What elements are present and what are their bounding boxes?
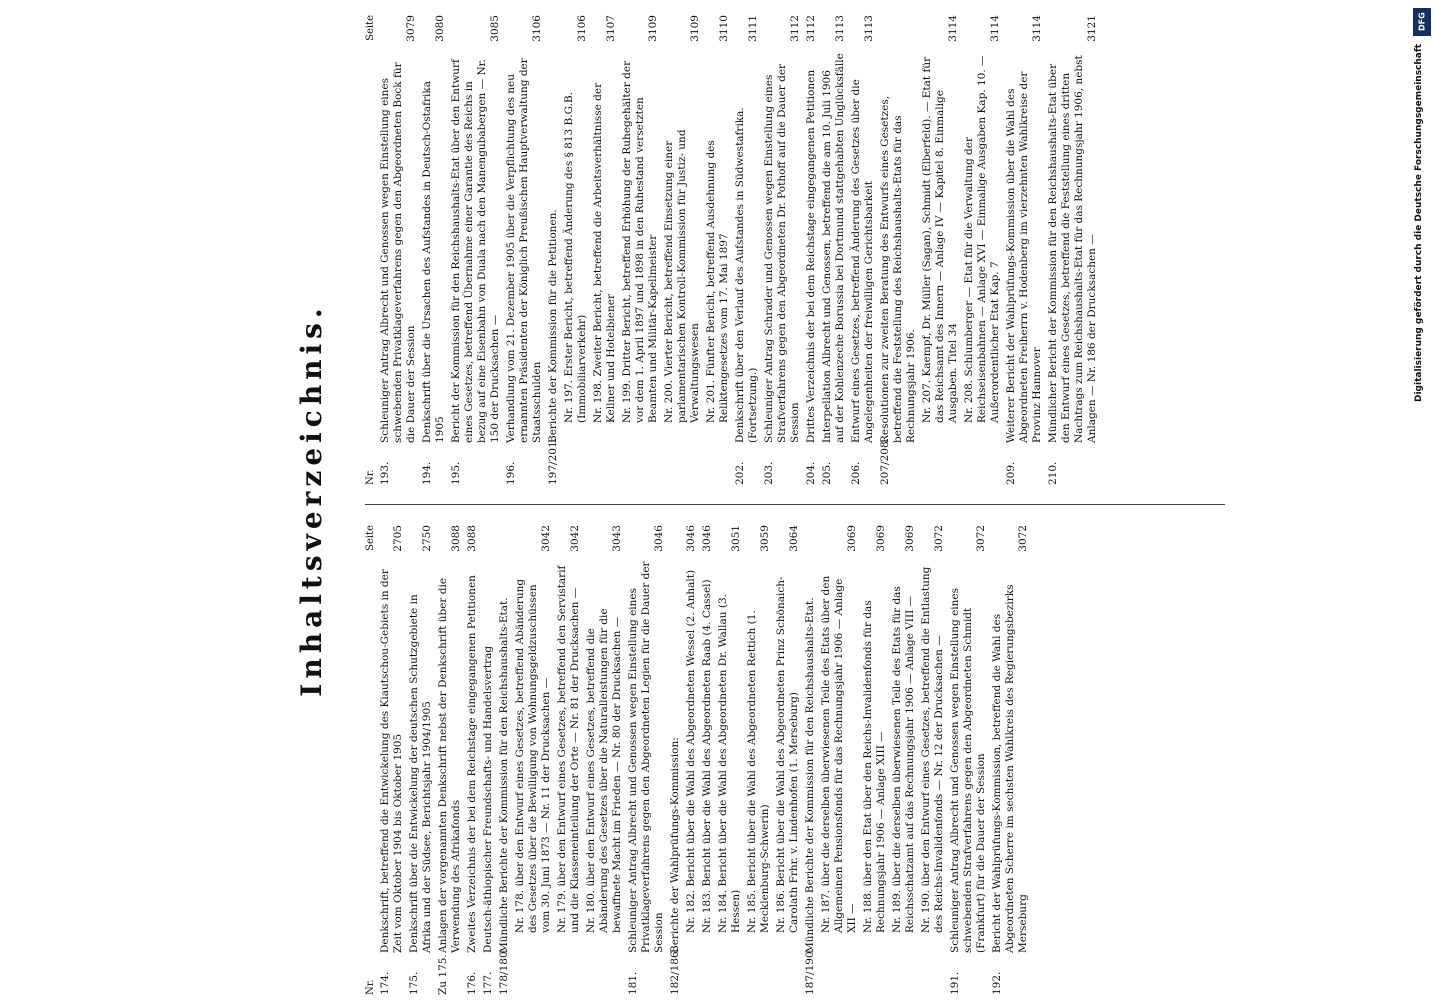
entry-page: 3085 <box>489 15 501 42</box>
toc-entry <box>775 525 801 995</box>
entry-page: 2750 <box>421 525 433 552</box>
nr-header: Nr. <box>365 469 376 485</box>
toc-entry <box>1005 15 1044 485</box>
entry-number <box>891 953 917 995</box>
toc-entry <box>408 525 434 995</box>
toc-entry <box>547 15 560 485</box>
entry-number <box>701 953 714 995</box>
entry-page: 3113 <box>834 15 846 42</box>
entry-number <box>556 953 582 995</box>
entry-number: 194. <box>421 461 433 485</box>
toc-entry <box>991 525 1030 995</box>
entry-number: 196. <box>505 461 517 485</box>
toc-entry <box>669 525 682 995</box>
entry-number: 191. <box>949 971 961 995</box>
entry-text: Anlagen der vorgenannten Denkschrift nebst der Denkschrift über die Verwendung des Afrikafonds <box>437 577 462 953</box>
entry-text: Bericht der Kommission für den Reichshaushalts-Etat über den Entwurf eines Gesetzes, betreffend Übernahme einer Garantie des Reichs in bezug auf eine Eisenbahn von Duala nach den Manengubabergen — Nr. 150 der Drucksachen — <box>450 59 501 443</box>
entry-page: 3113 <box>863 15 875 42</box>
toc-column-right <box>365 15 1235 485</box>
entry-number <box>563 443 589 485</box>
entry-page: 3046 <box>653 525 665 552</box>
entry-text: Nr. 207. Kaempf, Dr. Müller (Sagan), Schmidt (Elberfeld). — Etat für das Reichsamt des Innern — Anlage IV — Kapitel 8. Einmalige Ausgaben. Titel 34 <box>921 56 959 423</box>
entry-page: 3069 <box>904 525 916 552</box>
entry-text: Nr. 201. Fünfter Bericht, betreffend Ausdehnung des Reliktengesetzes vom 17. Mai 1897 <box>705 140 730 423</box>
entry-text: Interpellation Albrecht und Genossen, betreffend die am 10. Juli 1906 auf der Kohlenzeche Borussia bei Dortmund stattgehabten Unglücksfälle <box>821 53 846 443</box>
entry-page: 3114 <box>989 15 1001 42</box>
entry-number <box>621 443 660 485</box>
rotated-page <box>295 0 1245 1005</box>
entry-text: Berichte der Wahlprüfungs-Kommission: <box>669 737 681 953</box>
column-divider <box>365 504 1225 505</box>
entry-text: Denkschrift über die Ursachen des Aufstandes in Deutsch-Ostafrika 1905 <box>421 81 446 443</box>
toc-entry <box>891 525 917 995</box>
entry-text: Schleuniger Antrag Albrecht und Genossen wegen Einstellung eines schwebenden Privatklageverfahrens gegen den Abgeordneten Bock für die Dauer der Session <box>379 62 417 443</box>
entry-text: Mündliche Berichte der Kommission für den Reichshaushalts-Etat. <box>498 597 510 953</box>
entry-text: Nr. 186. Bericht über die Wahl des Abgeordneten Prinz Schönaich-Carolath Frhr. v. Lindenhofen (1. Merseburg) <box>775 576 800 933</box>
toc-entry <box>862 525 888 995</box>
entry-page: 3109 <box>689 15 701 42</box>
toc-entry <box>466 525 479 995</box>
entry-page: 3114 <box>1031 15 1043 42</box>
entry-text: Entwurf eines Gesetzes, betreffend Änderung des Gesetzes über die Angelegenheiten der freiwilligen Gerichtsbarkeit <box>850 79 875 443</box>
entry-page: 3051 <box>730 525 742 552</box>
toc-entry <box>763 15 802 485</box>
entry-number: 195. <box>450 461 462 485</box>
entry-text: Nr. 180. über den Entwurf eines Gesetzes, betreffend die Abänderung des Gesetzes über die Naturalleistungen für die bewaffnete Macht im Frieden — Nr. 80 der Drucksachen — <box>585 608 623 933</box>
entry-page: 3072 <box>975 525 987 552</box>
entry-number: 203. <box>763 461 775 485</box>
digitization-credit: Digitalisierung gefördert durch die Deutsche Forschungsgemeinschaft <box>1414 43 1424 402</box>
entry-number: 175. <box>408 971 420 995</box>
toc-entry <box>482 525 495 995</box>
toc-entry <box>379 15 418 485</box>
entry-page: 3088 <box>450 525 462 552</box>
toc-entry <box>701 525 714 995</box>
page-title: Inhaltsverzeichnis. <box>295 303 328 697</box>
page-header: Seite <box>365 525 376 551</box>
entry-text: Nr. 198. Zweiter Bericht, betreffend die Arbeitsverhältnisse der Kellner und Hotelbiener <box>592 82 617 423</box>
entry-number <box>746 953 772 995</box>
entry-number <box>775 953 801 995</box>
toc-entry <box>450 15 502 485</box>
entry-number: 210. <box>1047 461 1059 485</box>
entry-text: Verhandlung vom 21. Dezember 1905 über die Verpflichtung des neu ernannten Präsidenten der Königlich Preußischen Hauptverwaltung der Staatsschulden <box>505 58 543 443</box>
entry-number: 202. <box>734 461 746 485</box>
entry-text: Nr. 185. Bericht über die Wahl des Abgeordneten Rettich (1. Mecklenburg-Schwerin) <box>746 610 771 933</box>
entry-page: 3114 <box>947 15 959 42</box>
entry-number: 187/190. <box>804 948 816 995</box>
entry-number: 206. <box>850 461 862 485</box>
entry-number <box>592 443 618 485</box>
entry-page: 3064 <box>788 525 800 552</box>
entry-text: Resolutionen zur zweiten Beratung des Entwurfs eines Gesetzes, betreffend die Feststellung des Reichshaushalts-Etats für das Rechnungsjahr 1906. <box>879 95 917 443</box>
entry-number: 182/186. <box>669 948 681 995</box>
entry-text: Nr. 208. Schlumberger — Etat für die Verwaltung der Reichseisenbahnen — Anlage XVI — Einmalige Ausgaben Kap. 10. — Außerordentlicher Etat Kap. 7 <box>963 55 1001 423</box>
entry-text: Nr. 187. über die derselben überwiesenen Teile des Etats über den Allgemeinen Pensionsfonds für das Rechnungsjahr 1906 — Anlage XII — <box>820 575 858 933</box>
entry-page: 3043 <box>611 525 623 552</box>
entry-text: Denkschrift, betreffend die Entwickelung des Kiautschou-Gebiets in der Zeit vom Oktober 1904 bis Oktober 1905 <box>379 569 404 953</box>
entry-number: Zu 175. <box>437 954 449 995</box>
entry-page: 3106 <box>531 15 543 42</box>
entry-page: 3106 <box>576 15 588 42</box>
entry-text: Nr. 179. über den Entwurf eines Gesetzes, betreffend den Servistarif und die Klasseneinteilung der Orte — Nr. 81 der Drucksachen — <box>556 565 581 933</box>
entry-number: 207/208. <box>879 438 891 485</box>
entry-text: Nr. 178. über den Entwurf eines Gesetzes, betreffend Abänderung des Gesetzes über die Bewilligung von Wohnungsgeldzuschüssen vom 30. Juni 1873 — Nr. 11 der Drucksachen — <box>514 578 552 933</box>
dfg-logo: DFG <box>1413 8 1431 36</box>
toc-entry <box>850 15 876 485</box>
entry-number: 177. <box>482 971 494 995</box>
entry-page: 3112 <box>805 15 817 42</box>
entry-text: Mündlicher Bericht der Kommission für den Reichshaushalts-Etat über den Entwurf eines Gesetzes, betreffend die Feststellung eines dritten Nachtrags zum Reichshaushalts-Etat für das Rechnungsjahr 1906, nebst Anlagen — Nr. 186 der Drucksachen — <box>1047 55 1098 443</box>
entry-text: Mündliche Berichte der Kommission für den Reichshaushalts-Etat. <box>804 597 816 953</box>
entry-page: 3072 <box>1017 525 1029 552</box>
entry-number: 197/201. <box>547 438 559 485</box>
entry-text: Nr. 183. Bericht über die Wahl des Abgeordneten Raab (4. Cassel) <box>701 579 713 933</box>
entry-number: 193. <box>379 461 391 485</box>
entry-text: Denkschrift über den Verlauf des Aufstandes in Südwestafrika. (Fortsetzung.) <box>734 107 759 443</box>
entry-number <box>820 953 859 995</box>
entry-number <box>663 443 702 485</box>
entry-page: 3069 <box>875 525 887 552</box>
entry-number: 178/180. <box>498 948 510 995</box>
entry-text: Nr. 190. über den Entwurf eines Gesetzes, betreffend die Entlastung des Reichs-Invalidenfonds — Nr. 12 der Drucksachen — <box>920 566 945 933</box>
toc-entry <box>663 15 702 485</box>
entry-number <box>862 953 888 995</box>
entry-number <box>685 953 698 995</box>
toc-entry <box>734 15 760 485</box>
entry-number: 192. <box>991 971 1003 995</box>
entry-text: Drittes Verzeichnis der bei dem Reichstage eingegangenen Petitionen <box>805 69 817 443</box>
toc-entry <box>505 15 544 485</box>
toc-column-left <box>365 525 1235 995</box>
toc-entry <box>685 525 698 995</box>
entry-number <box>921 443 960 485</box>
toc-entry <box>621 15 660 485</box>
toc-entry <box>585 525 624 995</box>
entry-text: Nr. 189. über die derselben überwiesenen Teile des Etats für das Reichsschatzamt auf das Rechnungsjahr 1906 — Anlage VIII — <box>891 586 916 933</box>
entry-text: Deutsch-äthiopischer Freundschafts- und Handelsvertrag <box>482 645 494 953</box>
entry-page: 3072 <box>933 525 945 552</box>
entry-page: 3042 <box>569 525 581 552</box>
entry-text: Berichte der Kommission für die Petitionen. <box>547 209 559 443</box>
toc-entry <box>563 15 589 485</box>
entry-page: 3046 <box>685 525 697 552</box>
entry-text: Nr. 184. Bericht über die Wahl des Abgeordneten Dr. Wallau (3. Hessen) <box>717 594 742 933</box>
entry-number: 181. <box>627 971 639 995</box>
entry-page: 3111 <box>747 15 759 42</box>
toc-entry <box>963 15 1002 485</box>
column-header <box>365 15 379 485</box>
entry-text: Weiterer Bericht der Wahlprüfungs-Kommission über die Wahl des Abgeordneten Freiherrn v. Hodenberg im vierzehnten Wahlkreise der Provinz Hannover <box>1005 71 1043 443</box>
entry-page: 2705 <box>392 525 404 552</box>
toc-entry <box>820 525 859 995</box>
entry-page: 3110 <box>718 15 730 42</box>
entry-text: Schleuniger Antrag Albrecht und Genossen wegen Einstellung eines Privatklageverfahrens gegen den Abgeordneten Legien für die Dauer der Session <box>627 561 665 953</box>
entry-page: 3107 <box>605 15 617 42</box>
toc-entry <box>421 15 447 485</box>
entry-number <box>585 953 624 995</box>
entry-number <box>705 443 731 485</box>
entry-page: 3059 <box>759 525 771 552</box>
toc-entry <box>821 15 847 485</box>
nr-header: Nr. <box>365 979 376 995</box>
toc-entry <box>949 525 988 995</box>
entry-text: Nr. 199. Dritter Bericht, betreffend Erhöhung der Ruhegehälter der vor dem 1. April 1897 und 1898 in den Ruhestand versetzten Beamten und Militär-Kapellmeister <box>621 60 659 423</box>
entry-text: Nr. 200. Vierter Bericht, betreffend Einsetzung einer parlamentarischen Kontroll-Kommission für Justiz- und Verwaltungswesen <box>663 129 701 423</box>
entry-page: 3109 <box>647 15 659 42</box>
entry-text: Nr. 182. Bericht über die Wahl des Abgeordneten Wessel (2. Anhalt) <box>685 569 697 933</box>
toc-entry <box>805 15 818 485</box>
entry-page: 3080 <box>434 15 446 42</box>
toc-entry <box>717 525 743 995</box>
toc-entry <box>1047 15 1099 485</box>
toc-entry <box>498 525 511 995</box>
toc-entry <box>592 15 618 485</box>
entry-text: Nr. 197. Erster Bericht, betreffend Änderung des § 813 B.G.B. (Immobiliarverkehr) <box>563 91 588 423</box>
entry-number <box>920 953 946 995</box>
toc-entry <box>379 525 405 995</box>
toc-entry <box>437 525 463 995</box>
entry-page: 3042 <box>540 525 552 552</box>
sidebar-credit <box>1412 8 1434 992</box>
entry-text: Schleuniger Antrag Schrader und Genossen wegen Einstellung eines Strafverfahrens gegen den Abgeordneten Dr. Pothoff auf die Dauer der Session <box>763 63 801 443</box>
entry-text: Schleuniger Antrag Albrecht und Genossen wegen Einstellung eines schwebenden Strafverfahrens gegen den Abgeordneten Schmidt (Frankfurt) für die Dauer der Session <box>949 587 987 953</box>
entry-page: 3069 <box>846 525 858 552</box>
entry-page: 3112 <box>789 15 801 42</box>
toc-entry <box>804 525 817 995</box>
entry-number: 176. <box>466 971 478 995</box>
toc-entry <box>879 15 918 485</box>
entry-page: 3121 <box>1086 15 1098 42</box>
entry-number: 209. <box>1005 461 1017 485</box>
entry-text: Nr. 188. über den Etat über den Reichs-Invalidenfonds für das Rechnungsjahr 1906 — Anlage XIII — <box>862 600 887 933</box>
entry-text: Zweites Verzeichnis der bei dem Reichstage eingegangenen Petitionen <box>466 575 478 953</box>
entry-number: 204. <box>805 461 817 485</box>
toc-entry <box>705 15 731 485</box>
entry-number: 205. <box>821 461 833 485</box>
entry-text: Denkschrift über die Entwickelung der deutschen Schutzgebiete in Afrika und der Südsee, Berichtsjahr 1904/1905 <box>408 594 433 953</box>
entry-number <box>514 953 553 995</box>
toc-entry <box>556 525 582 995</box>
entry-text: Bericht der Wahlprüfungs-Kommission, betreffend die Wahl des Abgeordneten Scherre im sechsten Wahlkreis des Regierungsbezirks Merseburg <box>991 584 1029 953</box>
column-header <box>365 525 379 995</box>
page-header: Seite <box>365 15 376 41</box>
entry-number <box>717 953 743 995</box>
toc-entry <box>627 525 666 995</box>
entry-page: 3088 <box>466 525 478 552</box>
toc-entry <box>746 525 772 995</box>
entry-number <box>963 443 1002 485</box>
entry-number: 174. <box>379 971 391 995</box>
entry-page: 3079 <box>405 15 417 42</box>
toc-entry <box>921 15 960 485</box>
entry-page: 3046 <box>701 525 713 552</box>
toc-entry <box>514 525 553 995</box>
toc-entry <box>920 525 946 995</box>
